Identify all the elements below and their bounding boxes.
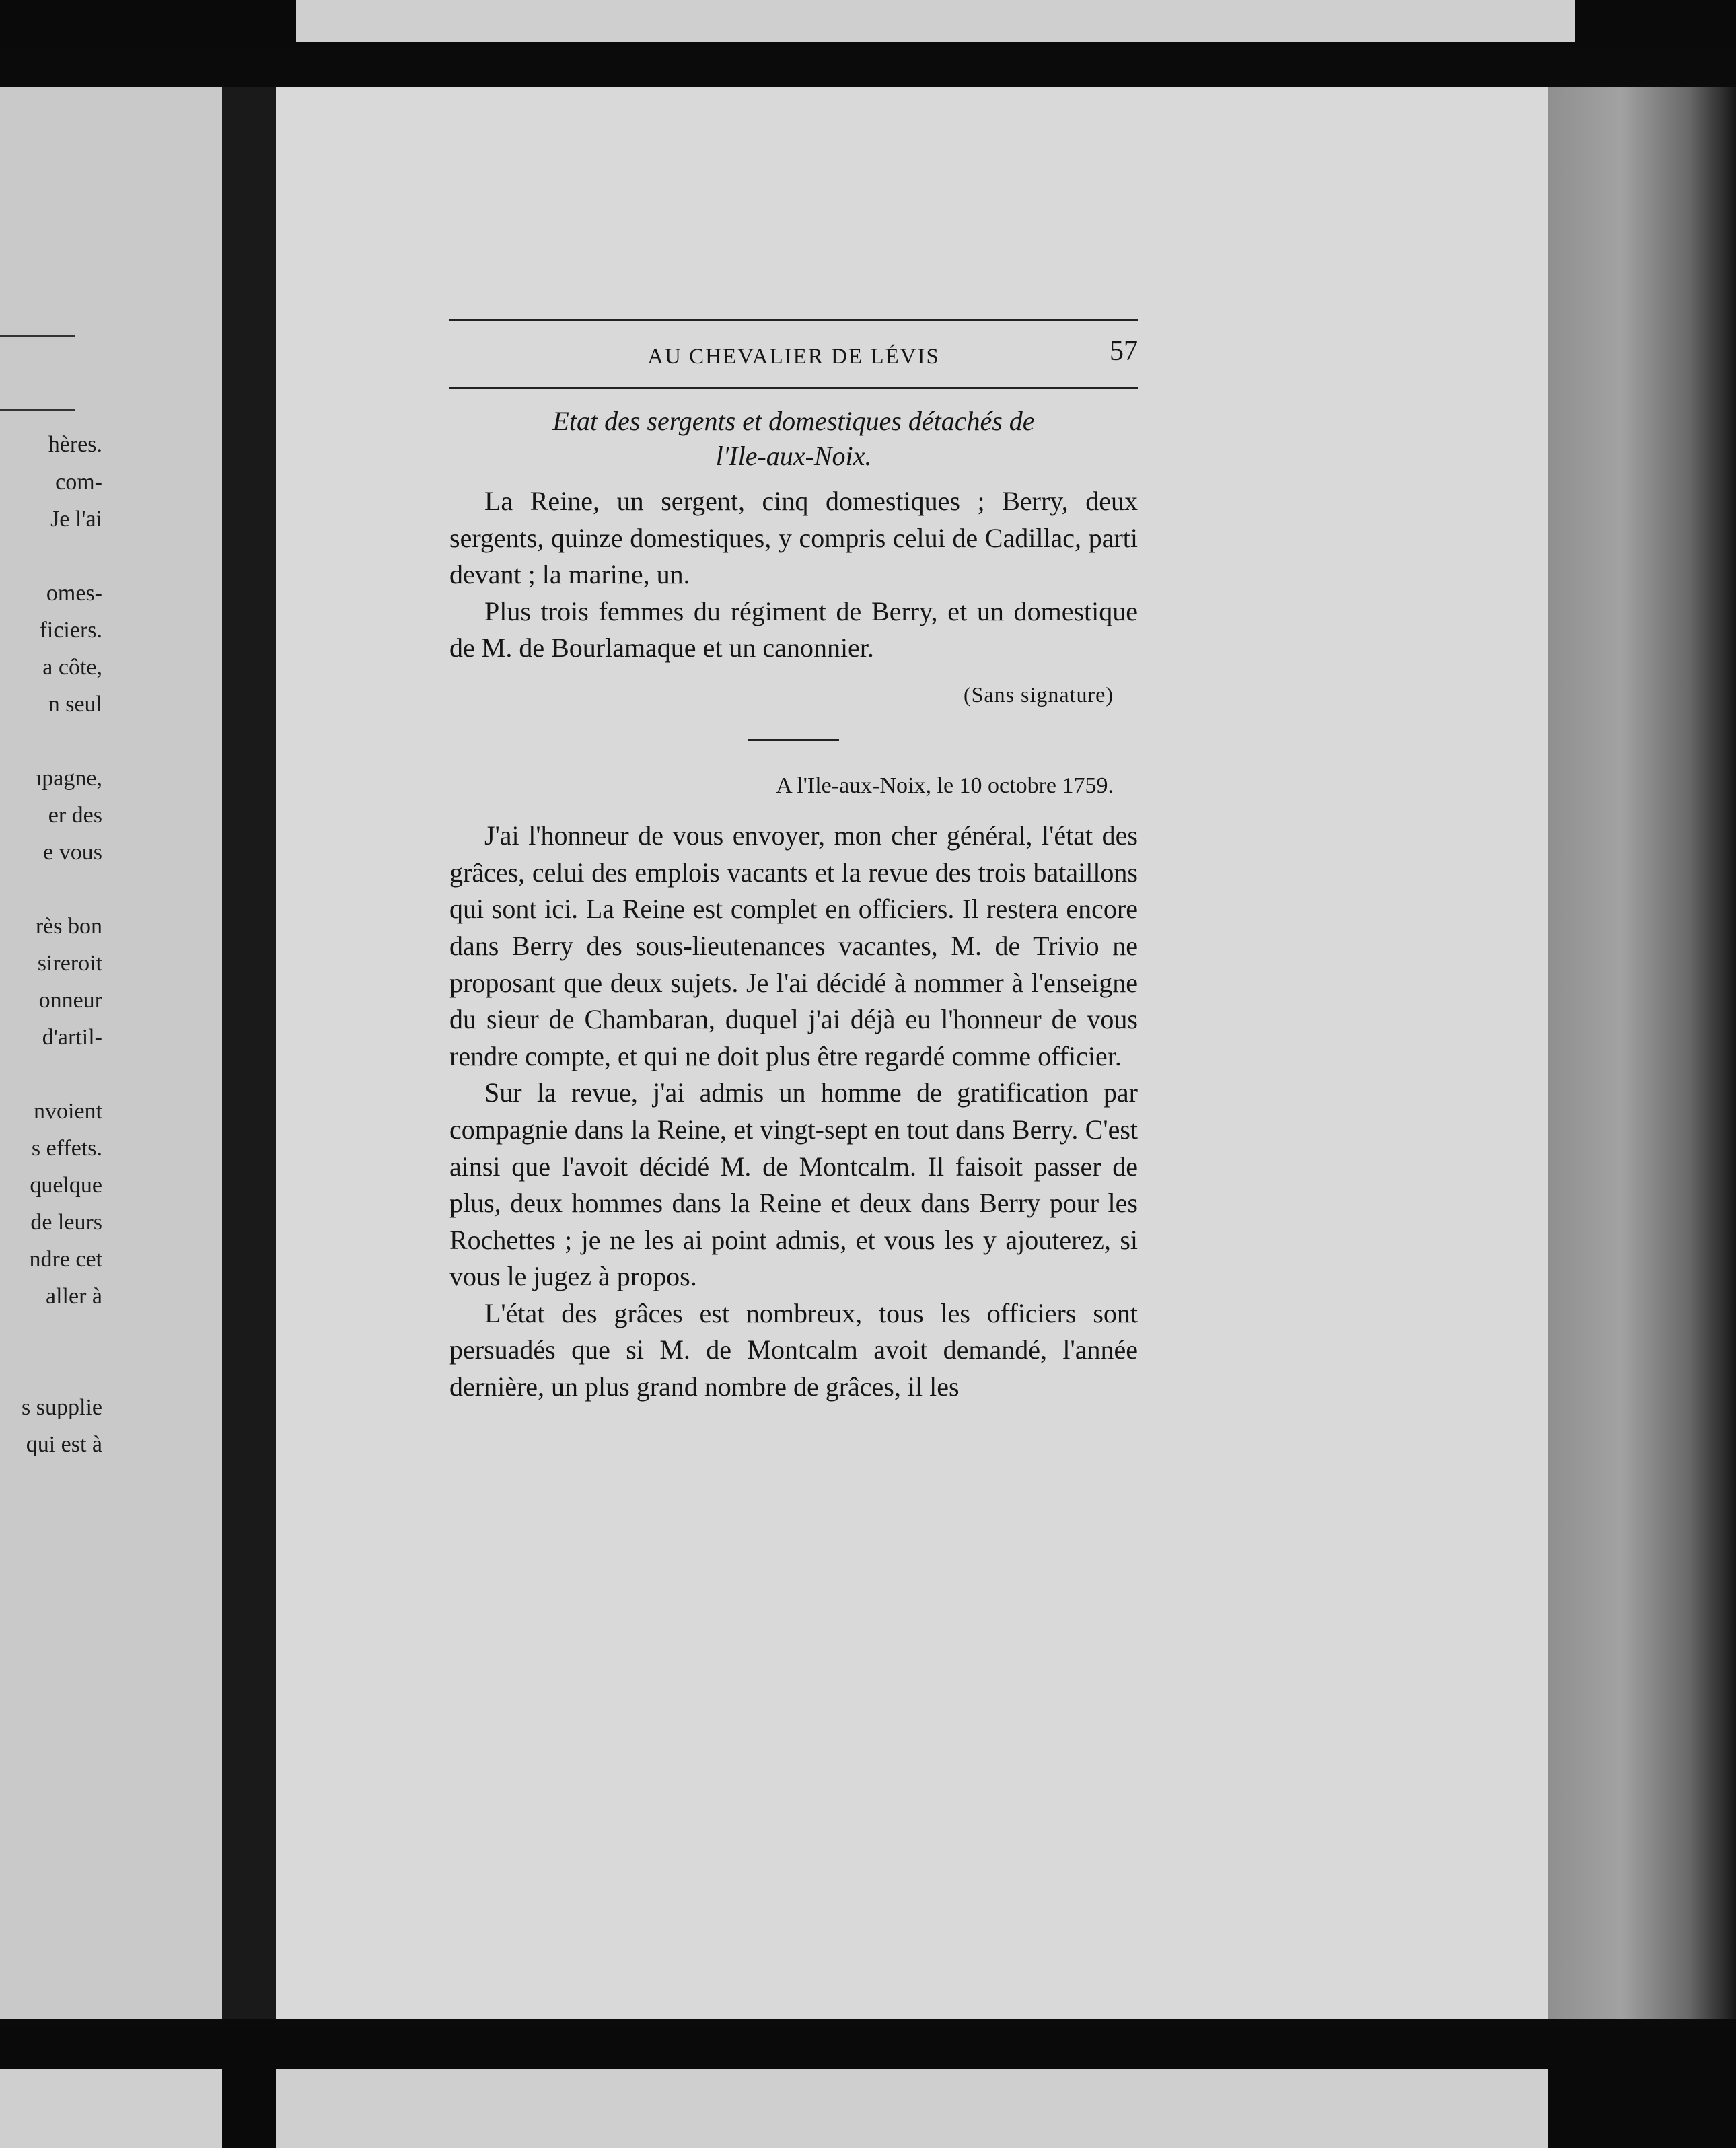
left-fragment-line: qui est à [26, 1432, 102, 1457]
section-heading [449, 404, 1138, 474]
left-fragment-line: quelque [30, 1173, 102, 1198]
left-fragment-line: a côte, [42, 655, 102, 680]
page-text-block [449, 319, 1138, 1406]
left-fragment-line: ficiers. [39, 618, 102, 643]
paragraph: L'état des grâces est nombreux, tous les officiers sont persuadés que si M. de Montcalm avoit demandé, l'année dernière, un plus grand nombre de grâces, il les [449, 1297, 1138, 1402]
section-heading-line: Etat des sergents et domestiques détachés de [552, 406, 1035, 436]
paragraph: Sur la revue, j'ai admis un homme de gratification par compagnie dans la Reine, et vingt-sept en tout dans Berry. C'est ainsi que l'avoit décidé M. de Montcalm. Il faisoit passer de plus, deux hommes dans la Reine et deux dans Berry pour les Rochettes ; je ne les ai point admis, et vous les y ajouterez, si vous le jugez à propos. [449, 1077, 1138, 1292]
left-fragment-line: e vous [43, 840, 102, 865]
left-fragment-line: s supplie [22, 1395, 102, 1420]
left-fragment-line: aller à [46, 1284, 102, 1309]
left-fragment-line: nvoient [34, 1099, 102, 1124]
left-fragment-line: omes- [46, 581, 102, 606]
section-divider [748, 739, 839, 741]
left-fragment-line: er des [48, 803, 102, 828]
running-title: AU CHEVALIER DE LÉVIS [647, 345, 940, 369]
left-fragment-line: rès bon [35, 914, 102, 939]
left-fragment-line: d'artil- [42, 1025, 102, 1050]
header-rule-bottom [449, 387, 1138, 389]
paragraph: J'ai l'honneur de vous envoyer, mon cher général, l'état des grâces, celui des emplois vacants et la revue des trois bataillons qui sont ici. La Reine est complet en officiers. Il restera encore dans Berry des sous-lieutenances vacantes, M. de Trivio ne proposant que deux sujets. Je l'ai décidé à nommer à l'enseigne du sieur de Chambaran, duquel j'ai déjà eu l'honneur de vous rendre compte, et qui ne doit plus être regardé comme officier. [449, 820, 1138, 1071]
page-number: 57 [1110, 336, 1138, 367]
book-page [276, 87, 1548, 2019]
left-fragment-line: s effets. [31, 1136, 102, 1161]
book-gutter [222, 87, 276, 2019]
letter-place-date: A l'Ile-aux-Noix, le 10 octobre 1759. [776, 773, 1114, 798]
left-fragment-line: ndre cet [29, 1247, 102, 1272]
film-strip-top [0, 0, 1736, 47]
left-page-fragment [0, 87, 222, 2019]
left-fragment-line: n seul [48, 692, 102, 717]
left-fragment-line: de leurs [30, 1210, 102, 1235]
left-fragment-line: hères. [48, 432, 102, 457]
paragraph: La Reine, un sergent, cinq domestiques ; Berry, deux sergents, quinze domestiques, y compris celui de Cadillac, parti devant ; la marine, un. [449, 486, 1138, 590]
left-fragment-line: onneur [38, 988, 102, 1013]
section-heading-line: l'Ile-aux-Noix. [715, 441, 872, 471]
left-fragment-line: com- [55, 470, 102, 495]
left-fragment-line: sireroit [37, 951, 102, 976]
film-strip-bottom [0, 2026, 1736, 2148]
signature-note: (Sans signature) [963, 682, 1114, 707]
running-header [449, 321, 1138, 387]
paragraph: Plus trois femmes du régiment de Berry, et un domestique de M. de Bourlamaque et un canonnier. [449, 596, 1138, 664]
left-fragment-line: ıpagne, [35, 766, 102, 791]
left-fragment-line: Je l'ai [50, 507, 102, 532]
page-edge-shadow [1544, 87, 1736, 2019]
